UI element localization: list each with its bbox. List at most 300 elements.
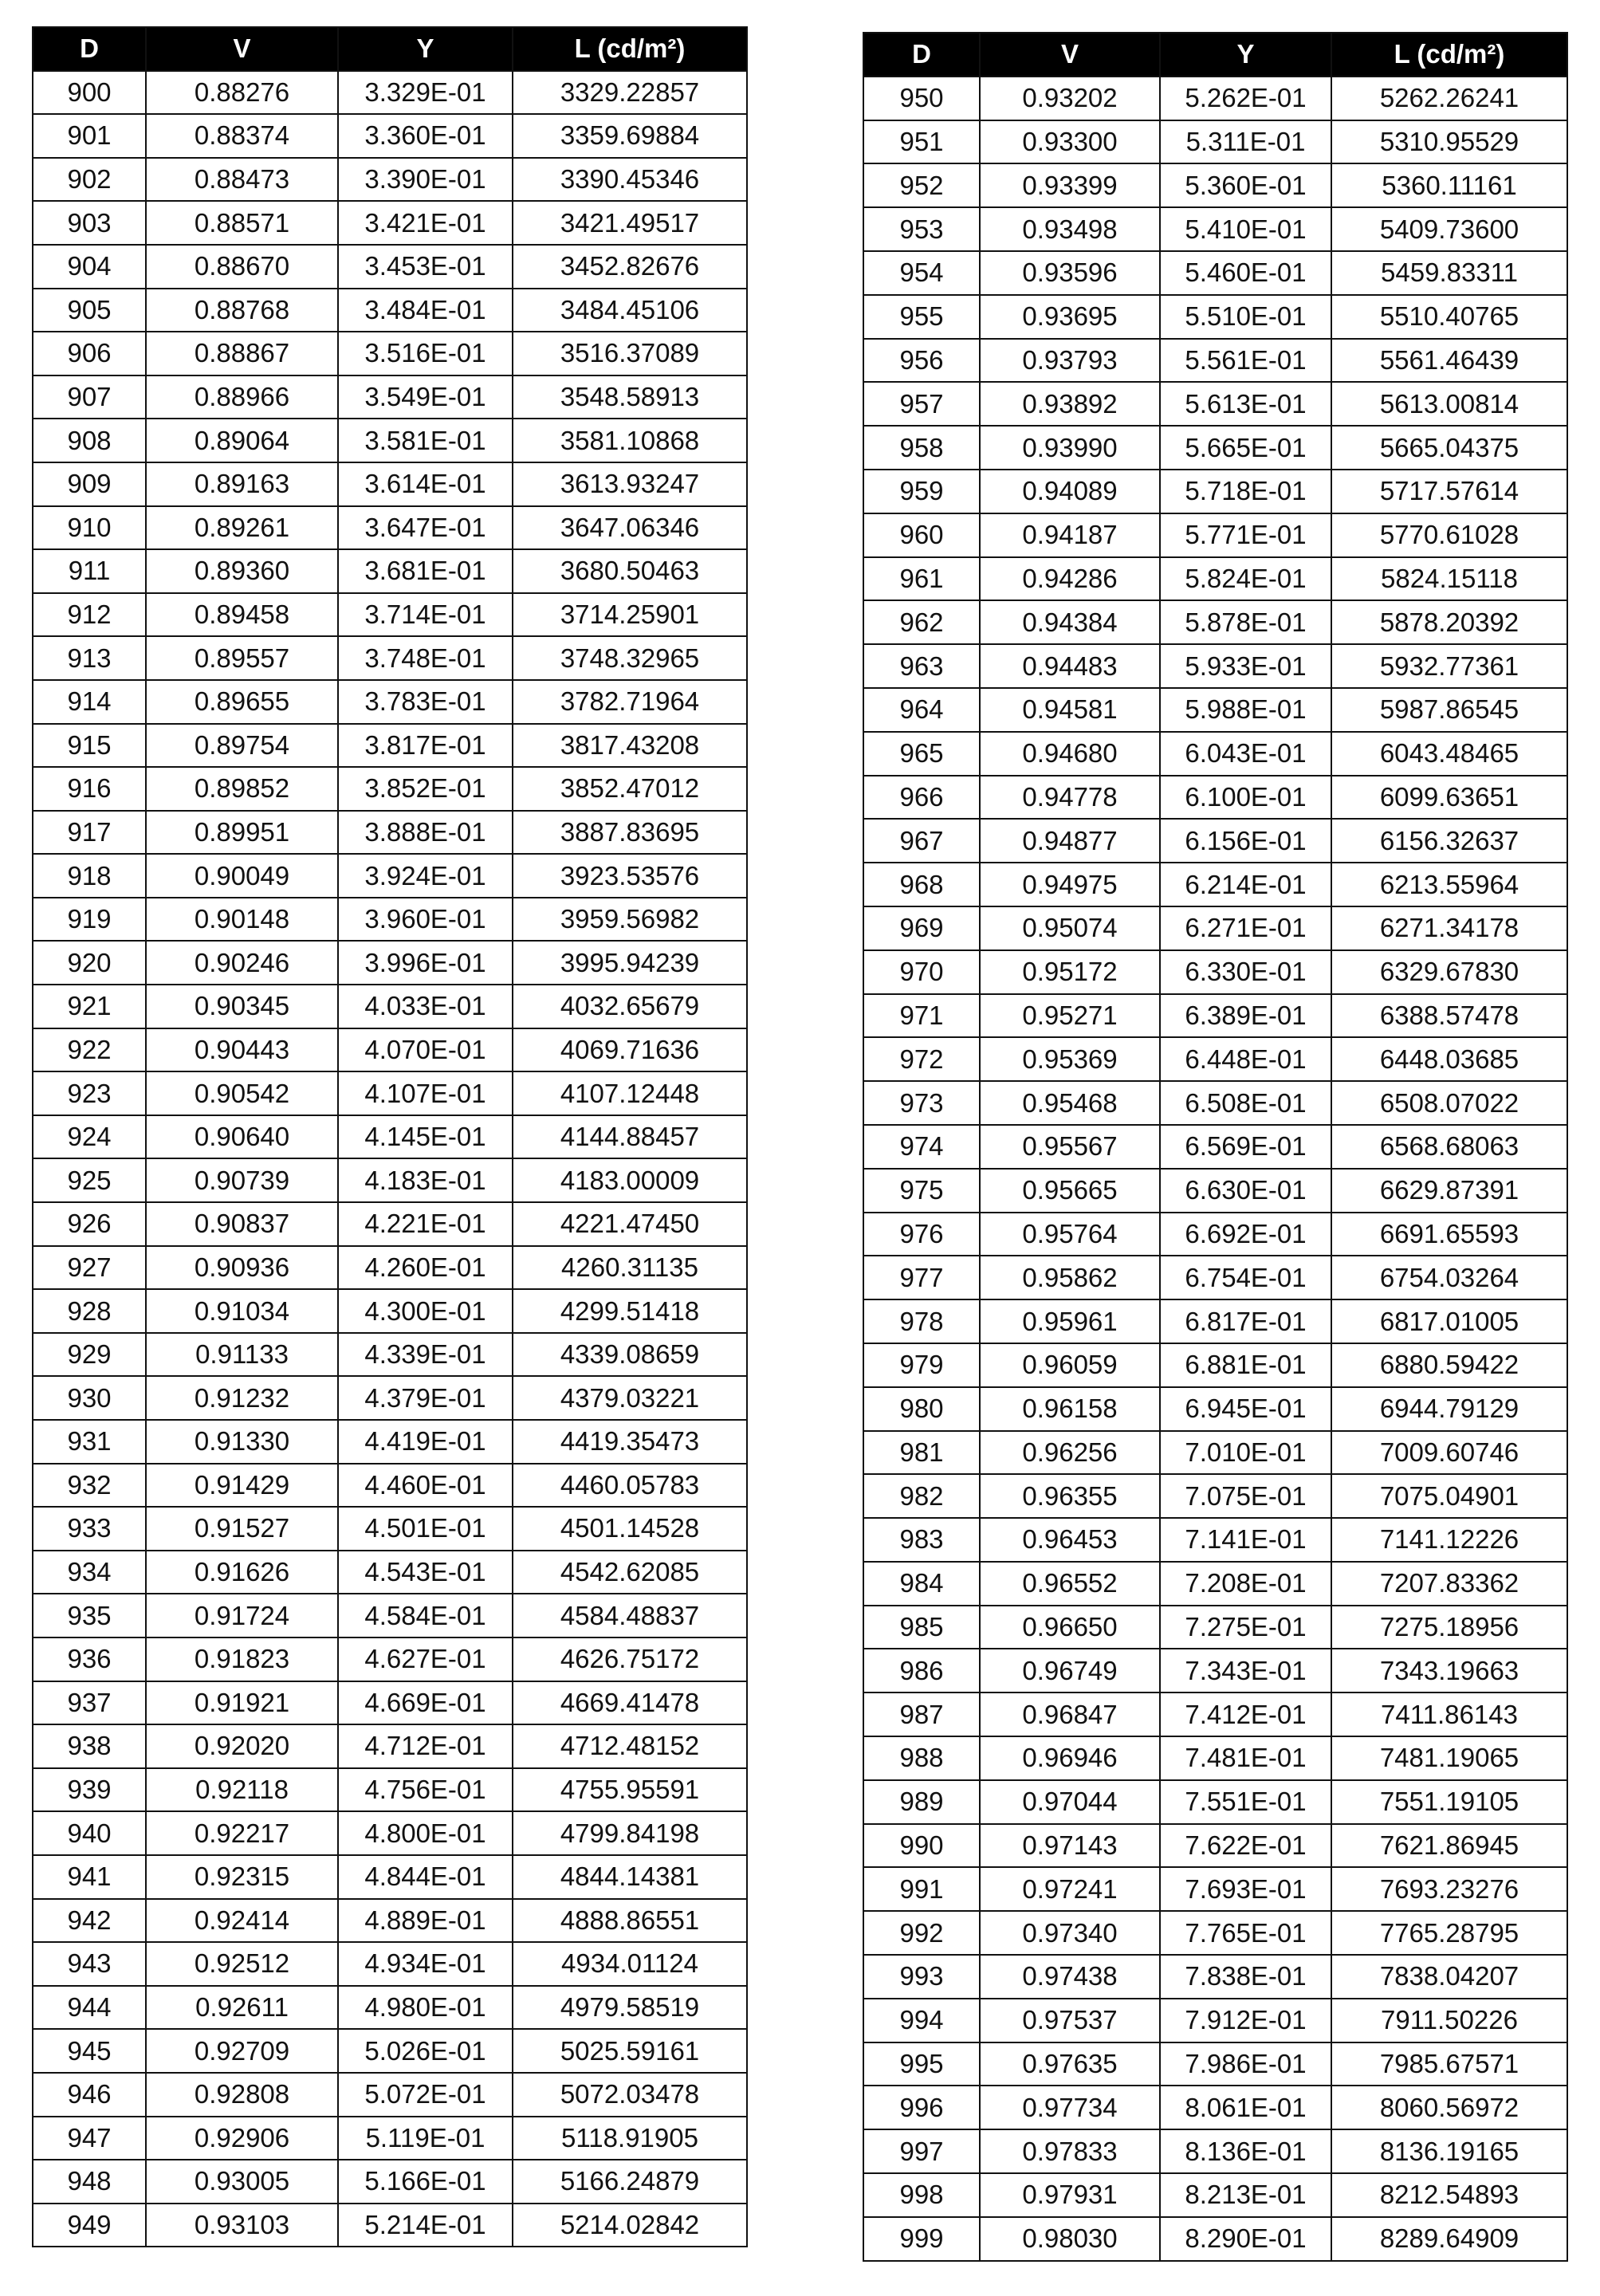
cell-y: 6.817E-01 [1160,1299,1331,1343]
cell-v: 0.97143 [980,1824,1160,1868]
cell-y: 3.714E-01 [338,593,513,637]
cell-l: 4669.41478 [513,1681,747,1725]
cell-v: 0.89951 [146,811,338,855]
cell-d: 939 [33,1768,146,1812]
cell-v: 0.90049 [146,854,338,898]
table-row [33,1071,747,1115]
cell-v: 0.94089 [980,470,1160,513]
cell-v: 0.97537 [980,1999,1160,2042]
cell-l: 4379.03221 [513,1376,747,1420]
cell-d: 936 [33,1637,146,1681]
cell-y: 7.693E-01 [1160,1867,1331,1911]
cell-d: 901 [33,114,146,158]
cell-v: 0.90542 [146,1071,338,1115]
cell-l: 5025.59161 [513,2029,747,2073]
cell-d: 972 [863,1037,980,1081]
cell-l: 5665.04375 [1331,426,1567,470]
cell-d: 953 [863,207,980,251]
cell-d: 937 [33,1681,146,1725]
cell-l: 3452.82676 [513,245,747,289]
cell-y: 7.551E-01 [1160,1780,1331,1824]
cell-y: 8.213E-01 [1160,2173,1331,2217]
cell-l: 5118.91905 [513,2117,747,2160]
cell-d: 949 [33,2204,146,2247]
cell-l: 4069.71636 [513,1028,747,1072]
cell-v: 0.88571 [146,201,338,245]
cell-v: 0.89261 [146,506,338,550]
cell-d: 938 [33,1724,146,1768]
cell-y: 3.783E-01 [338,680,513,724]
cell-l: 7693.23276 [1331,1867,1567,1911]
cell-y: 4.844E-01 [338,1855,513,1899]
cell-y: 7.010E-01 [1160,1431,1331,1475]
cell-v: 0.95862 [980,1256,1160,1299]
cell-d: 912 [33,593,146,637]
table-row [33,811,747,855]
cell-l: 7141.12226 [1331,1518,1567,1562]
cell-d: 929 [33,1333,146,1377]
cell-d: 986 [863,1649,980,1693]
cell-l: 6508.07022 [1331,1081,1567,1125]
cell-v: 0.93695 [980,295,1160,339]
cell-v: 0.95961 [980,1299,1160,1343]
cell-v: 0.95074 [980,906,1160,950]
cell-l: 7765.28795 [1331,1911,1567,1955]
cell-v: 0.90443 [146,1028,338,1072]
cell-y: 8.061E-01 [1160,2086,1331,2129]
cell-d: 904 [33,245,146,289]
cell-v: 0.91724 [146,1594,338,1637]
table-row [33,1811,747,1855]
table-row [863,644,1567,688]
cell-v: 0.94187 [980,513,1160,557]
cell-l: 4144.88457 [513,1115,747,1159]
cell-d: 966 [863,776,980,820]
cell-v: 0.91330 [146,1420,338,1464]
cell-l: 4542.62085 [513,1551,747,1594]
cell-l: 3421.49517 [513,201,747,245]
cell-y: 7.141E-01 [1160,1518,1331,1562]
cell-d: 915 [33,724,146,768]
cell-v: 0.88768 [146,289,338,332]
table-row [863,120,1567,164]
cell-v: 0.92512 [146,1942,338,1986]
cell-y: 6.945E-01 [1160,1387,1331,1431]
cell-y: 3.549E-01 [338,375,513,419]
data-table-left [32,26,748,2247]
table-row [33,289,747,332]
cell-l: 8212.54893 [1331,2173,1567,2217]
cell-y: 6.043E-01 [1160,732,1331,776]
cell-l: 5360.11161 [1331,163,1567,207]
table-row [33,985,747,1028]
cell-d: 982 [863,1474,980,1518]
cell-y: 3.484E-01 [338,289,513,332]
cell-d: 995 [863,2042,980,2086]
cell-d: 922 [33,1028,146,1072]
cell-y: 3.516E-01 [338,332,513,375]
table-row [33,898,747,942]
cell-l: 6329.67830 [1331,950,1567,994]
cell-l: 6213.55964 [1331,863,1567,906]
header-y: Y [338,27,513,71]
header-v: V [980,33,1160,77]
table-row [33,1115,747,1159]
cell-y: 6.508E-01 [1160,1081,1331,1125]
table-row [33,549,747,593]
cell-y: 7.481E-01 [1160,1736,1331,1780]
cell-v: 0.88473 [146,158,338,202]
cell-l: 4584.48837 [513,1594,747,1637]
cell-d: 991 [863,1867,980,1911]
cell-l: 3581.10868 [513,419,747,462]
cell-d: 918 [33,854,146,898]
cell-d: 933 [33,1507,146,1551]
cell-v: 0.96650 [980,1606,1160,1649]
header-d: D [33,27,146,71]
table-row [863,950,1567,994]
table-row [863,251,1567,295]
cell-y: 4.543E-01 [338,1551,513,1594]
cell-l: 7411.86143 [1331,1693,1567,1736]
table-row [33,1420,747,1464]
cell-v: 0.96946 [980,1736,1160,1780]
cell-v: 0.94483 [980,644,1160,688]
cell-l: 4934.01124 [513,1942,747,1986]
cell-l: 3782.71964 [513,680,747,724]
cell-v: 0.90837 [146,1202,338,1246]
cell-l: 3995.94239 [513,941,747,985]
cell-d: 973 [863,1081,980,1125]
cell-y: 6.100E-01 [1160,776,1331,820]
cell-l: 4755.95591 [513,1768,747,1812]
cell-l: 3887.83695 [513,811,747,855]
cell-l: 3923.53576 [513,854,747,898]
cell-d: 962 [863,600,980,644]
cell-l: 4032.65679 [513,985,747,1028]
cell-d: 989 [863,1780,980,1824]
table-row [863,1649,1567,1693]
cell-v: 0.96453 [980,1518,1160,1562]
cell-l: 4799.84198 [513,1811,747,1855]
cell-v: 0.91034 [146,1289,338,1333]
cell-y: 3.996E-01 [338,941,513,985]
cell-d: 919 [33,898,146,942]
cell-v: 0.89557 [146,636,338,680]
cell-d: 924 [33,1115,146,1159]
cell-d: 900 [33,71,146,115]
table-row [863,1867,1567,1911]
cell-d: 987 [863,1693,980,1736]
cell-v: 0.91429 [146,1464,338,1508]
cell-l: 7275.18956 [1331,1606,1567,1649]
cell-l: 4626.75172 [513,1637,747,1681]
cell-v: 0.89754 [146,724,338,768]
cell-v: 0.92808 [146,2073,338,2117]
table-row [863,2129,1567,2173]
cell-v: 0.92906 [146,2117,338,2160]
cell-l: 6629.87391 [1331,1169,1567,1213]
cell-l: 4299.51418 [513,1289,747,1333]
cell-l: 5459.83311 [1331,251,1567,295]
cell-l: 3484.45106 [513,289,747,332]
cell-y: 3.647E-01 [338,506,513,550]
cell-l: 3852.47012 [513,767,747,811]
cell-l: 3748.32965 [513,636,747,680]
cell-y: 6.156E-01 [1160,819,1331,863]
cell-l: 6271.34178 [1331,906,1567,950]
cell-d: 948 [33,2160,146,2204]
cell-l: 5310.95529 [1331,120,1567,164]
cell-l: 6880.59422 [1331,1343,1567,1387]
table-row [863,1518,1567,1562]
cell-y: 4.033E-01 [338,985,513,1028]
cell-v: 0.94581 [980,688,1160,732]
cell-v: 0.96552 [980,1562,1160,1606]
cell-l: 7075.04901 [1331,1474,1567,1518]
cell-l: 6043.48465 [1331,732,1567,776]
table-row [863,1562,1567,1606]
cell-v: 0.94384 [980,600,1160,644]
table-row [863,2086,1567,2129]
cell-l: 4107.12448 [513,1071,747,1115]
table-row [33,636,747,680]
cell-l: 6944.79129 [1331,1387,1567,1431]
cell-l: 7481.19065 [1331,1736,1567,1780]
cell-l: 5613.00814 [1331,382,1567,426]
cell-y: 5.988E-01 [1160,688,1331,732]
cell-l: 6817.01005 [1331,1299,1567,1343]
cell-l: 4501.14528 [513,1507,747,1551]
table-row [863,2042,1567,2086]
table-row [33,332,747,375]
table-row [863,1343,1567,1387]
table-row [33,1464,747,1508]
cell-y: 5.718E-01 [1160,470,1331,513]
table-row [33,1594,747,1637]
table-row [33,2117,747,2160]
table-row [863,163,1567,207]
cell-d: 971 [863,994,980,1038]
cell-y: 4.379E-01 [338,1376,513,1420]
table-row [33,2204,747,2247]
cell-v: 0.91133 [146,1333,338,1377]
cell-v: 0.90739 [146,1158,338,1202]
table-row [863,732,1567,776]
cell-y: 4.183E-01 [338,1158,513,1202]
table-row [33,854,747,898]
cell-d: 934 [33,1551,146,1594]
cell-d: 993 [863,1955,980,1999]
cell-l: 6754.03264 [1331,1256,1567,1299]
cell-v: 0.89163 [146,462,338,506]
cell-l: 3680.50463 [513,549,747,593]
cell-d: 941 [33,1855,146,1899]
cell-d: 968 [863,863,980,906]
table-row [33,680,747,724]
table-row [863,863,1567,906]
cell-d: 932 [33,1464,146,1508]
table-row [33,1376,747,1420]
cell-v: 0.88276 [146,71,338,115]
header-l: L (cd/m²) [513,27,747,71]
cell-v: 0.97635 [980,2042,1160,2086]
table-row [33,375,747,419]
cell-v: 0.93399 [980,163,1160,207]
cell-y: 7.208E-01 [1160,1562,1331,1606]
cell-d: 909 [33,462,146,506]
table-row [863,1474,1567,1518]
cell-v: 0.95369 [980,1037,1160,1081]
cell-l: 3647.06346 [513,506,747,550]
table-row [33,1637,747,1681]
cell-y: 5.933E-01 [1160,644,1331,688]
table-row [863,207,1567,251]
cell-v: 0.97931 [980,2173,1160,2217]
cell-d: 969 [863,906,980,950]
cell-y: 4.800E-01 [338,1811,513,1855]
table-row [863,1299,1567,1343]
cell-v: 0.97044 [980,1780,1160,1824]
cell-d: 990 [863,1824,980,1868]
cell-y: 5.878E-01 [1160,600,1331,644]
cell-l: 8136.19165 [1331,2129,1567,2173]
cell-v: 0.90148 [146,898,338,942]
cell-v: 0.90640 [146,1115,338,1159]
table-row [33,2160,747,2204]
cell-y: 5.665E-01 [1160,426,1331,470]
cell-y: 5.166E-01 [338,2160,513,2204]
table-row [33,1289,747,1333]
cell-d: 910 [33,506,146,550]
cell-v: 0.88670 [146,245,338,289]
cell-v: 0.96355 [980,1474,1160,1518]
cell-l: 7343.19663 [1331,1649,1567,1693]
cell-v: 0.98030 [980,2217,1160,2261]
cell-l: 7838.04207 [1331,1955,1567,1999]
cell-y: 4.260E-01 [338,1246,513,1290]
cell-y: 4.756E-01 [338,1768,513,1812]
table-row [863,1693,1567,1736]
cell-l: 7207.83362 [1331,1562,1567,1606]
cell-v: 0.93990 [980,426,1160,470]
table-row [863,688,1567,732]
cell-d: 963 [863,644,980,688]
table-row [33,1333,747,1377]
cell-d: 977 [863,1256,980,1299]
data-table-right [863,32,1568,2262]
cell-d: 903 [33,201,146,245]
cell-l: 3516.37089 [513,332,747,375]
cell-d: 984 [863,1562,980,1606]
cell-l: 6691.65593 [1331,1213,1567,1256]
cell-v: 0.91921 [146,1681,338,1725]
table-row [33,1899,747,1943]
cell-l: 8289.64909 [1331,2217,1567,2261]
cell-v: 0.88374 [146,114,338,158]
cell-l: 3548.58913 [513,375,747,419]
cell-l: 3390.45346 [513,158,747,202]
table-row [33,941,747,985]
cell-y: 6.692E-01 [1160,1213,1331,1256]
cell-y: 4.669E-01 [338,1681,513,1725]
cell-y: 5.824E-01 [1160,557,1331,601]
cell-d: 920 [33,941,146,985]
cell-v: 0.97734 [980,2086,1160,2129]
cell-y: 7.912E-01 [1160,1999,1331,2042]
cell-l: 4888.86551 [513,1899,747,1943]
cell-d: 923 [33,1071,146,1115]
table-row [863,1037,1567,1081]
cell-y: 4.145E-01 [338,1115,513,1159]
table-row [33,767,747,811]
cell-y: 7.838E-01 [1160,1955,1331,1999]
cell-y: 4.460E-01 [338,1464,513,1508]
table-row [33,724,747,768]
cell-l: 7985.67571 [1331,2042,1567,2086]
cell-y: 5.072E-01 [338,2073,513,2117]
table-row [863,994,1567,1038]
cell-y: 3.817E-01 [338,724,513,768]
cell-l: 5510.40765 [1331,295,1567,339]
table-row [33,1551,747,1594]
cell-y: 7.622E-01 [1160,1824,1331,1868]
cell-l: 5262.26241 [1331,77,1567,120]
cell-y: 7.275E-01 [1160,1606,1331,1649]
cell-l: 4712.48152 [513,1724,747,1768]
cell-d: 979 [863,1343,980,1387]
cell-v: 0.89458 [146,593,338,637]
cell-v: 0.92414 [146,1899,338,1943]
cell-d: 994 [863,1999,980,2042]
cell-d: 905 [33,289,146,332]
cell-l: 3359.69884 [513,114,747,158]
cell-d: 997 [863,2129,980,2173]
cell-l: 4979.58519 [513,1986,747,2030]
table-row [33,2073,747,2117]
cell-l: 3817.43208 [513,724,747,768]
cell-l: 5072.03478 [513,2073,747,2117]
cell-y: 4.889E-01 [338,1899,513,1943]
cell-d: 956 [863,339,980,383]
cell-d: 965 [863,732,980,776]
cell-y: 5.771E-01 [1160,513,1331,557]
table-row [863,1169,1567,1213]
cell-v: 0.97241 [980,1867,1160,1911]
cell-y: 3.852E-01 [338,767,513,811]
cell-v: 0.90246 [146,941,338,985]
cell-y: 4.934E-01 [338,1942,513,1986]
cell-v: 0.92611 [146,1986,338,2030]
cell-l: 4460.05783 [513,1464,747,1508]
header-v: V [146,27,338,71]
cell-y: 5.311E-01 [1160,120,1331,164]
cell-y: 3.614E-01 [338,462,513,506]
table-row [33,1855,747,1899]
cell-d: 985 [863,1606,980,1649]
cell-v: 0.92118 [146,1768,338,1812]
cell-y: 3.329E-01 [338,71,513,115]
cell-d: 967 [863,819,980,863]
cell-y: 5.119E-01 [338,2117,513,2160]
cell-v: 0.96158 [980,1387,1160,1431]
table-row [863,776,1567,820]
cell-y: 4.980E-01 [338,1986,513,2030]
cell-v: 0.96059 [980,1343,1160,1387]
cell-y: 5.360E-01 [1160,163,1331,207]
table-row [863,557,1567,601]
cell-l: 6099.63651 [1331,776,1567,820]
